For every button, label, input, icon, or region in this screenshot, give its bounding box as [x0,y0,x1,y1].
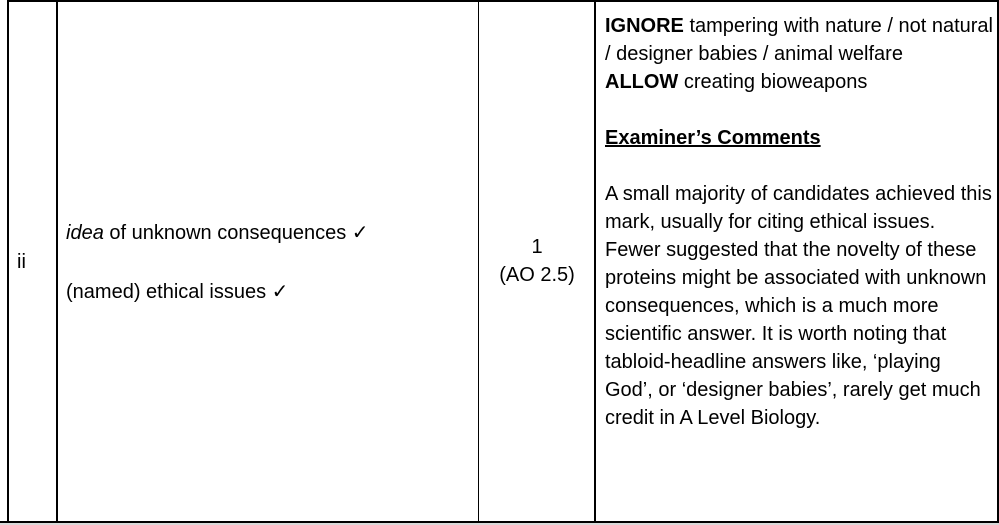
top-border [7,0,999,2]
answer-1 [66,219,369,247]
examiner-comments-heading: Examiner’s Comments [605,127,821,149]
col-border-2 [56,0,58,525]
ignore-label: IGNORE [605,15,684,37]
examiner-comments-text: A small majority of candidates achieved this mark, usually for citing ethical issues. Fewer suggested that the novelty of these proteins might be associated with unknown consequences, which is a much more scientific answer. It is worth noting that tabloid-headline answers like, ‘playing God’, or ‘designer babies’, rarely get much credit in A Level Biology. [605,183,992,429]
assessment-objective: (AO 2.5) [499,264,575,286]
answer-2 [66,278,288,306]
ignore-text: tampering with nature / not natural / designer babies / animal welfare [605,15,993,65]
allow-guidance [605,68,993,96]
col-border-1 [7,0,9,525]
guidance-cell [605,12,993,432]
ignore-guidance [605,12,993,68]
allow-label: ALLOW [605,71,679,93]
marks-cell [479,233,595,289]
answer-1-text: of unknown consequences ✓ [103,222,369,244]
question-number: ii [17,251,26,273]
marks-value: 1 [531,236,543,258]
answer-2-text: (named) ethical issues ✓ [66,281,289,303]
allow-text: creating bioweapons [678,71,868,93]
answer-1-italic: idea [66,222,104,244]
